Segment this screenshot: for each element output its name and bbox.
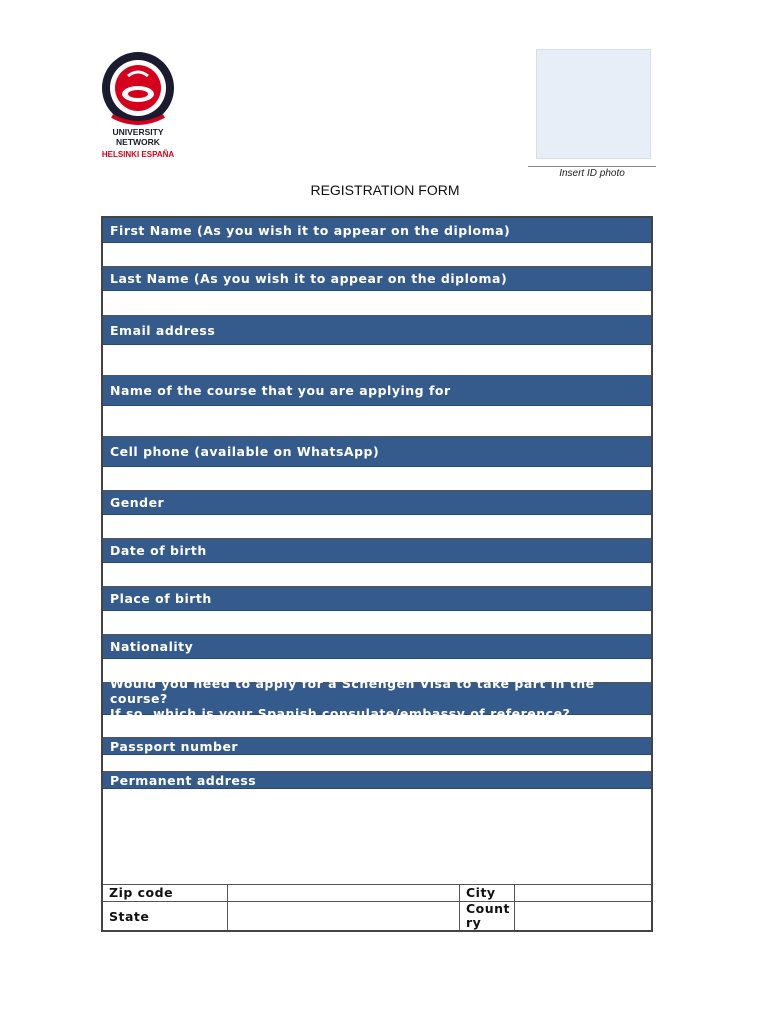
- photo-divider: [528, 166, 656, 167]
- city-field[interactable]: [515, 885, 651, 902]
- page-title: REGISTRATION FORM: [310, 182, 460, 198]
- city-label: City: [460, 885, 515, 902]
- photo-caption: Insert ID photo: [559, 168, 625, 179]
- state-country-row: [103, 902, 651, 930]
- first-name-field[interactable]: [103, 243, 651, 267]
- logo-subtitle: HELSINKI ESPAÑA: [101, 150, 175, 159]
- country-field[interactable]: [515, 902, 651, 930]
- passport-number-field[interactable]: [103, 755, 651, 772]
- permanent-address-label: Permanent address: [103, 772, 651, 789]
- university-logo: [92, 50, 192, 165]
- schengen-visa-followup: If so, which is your Spanish consulate/embassy of reference?: [110, 706, 571, 721]
- zip-city-row: [103, 885, 651, 902]
- registration-form: [101, 216, 653, 932]
- schengen-visa-question: Would you need to apply for a Schengen Visa to take part in the course?: [110, 676, 595, 706]
- place-of-birth-field[interactable]: [103, 611, 651, 635]
- state-label: State: [103, 902, 228, 930]
- logo-emblem-icon: [92, 50, 192, 130]
- place-of-birth-label: Place of birth: [103, 587, 651, 611]
- last-name-field[interactable]: [103, 291, 651, 316]
- course-label: Name of the course that you are applying for: [103, 376, 651, 406]
- passport-number-label: Passport number: [103, 738, 651, 755]
- permanent-address-field[interactable]: [103, 789, 651, 885]
- date-of-birth-label: Date of birth: [103, 539, 651, 563]
- first-name-label: First Name (As you wish it to appear on the diploma): [103, 218, 651, 243]
- logo-text: UNIVERSITY NETWORK: [112, 127, 164, 147]
- zip-code-label: Zip code: [103, 885, 228, 902]
- country-label-part1: Count: [466, 901, 511, 916]
- state-field[interactable]: [228, 902, 460, 930]
- email-label: Email address: [103, 316, 651, 345]
- date-of-birth-field[interactable]: [103, 563, 651, 587]
- country-label: [460, 902, 515, 930]
- zip-code-field[interactable]: [228, 885, 460, 902]
- cell-phone-field[interactable]: [103, 467, 651, 491]
- id-photo-placeholder[interactable]: [536, 49, 651, 159]
- schengen-visa-label: [103, 676, 651, 721]
- nationality-label: Nationality: [103, 635, 651, 659]
- gender-field[interactable]: [103, 515, 651, 539]
- course-field[interactable]: [103, 406, 651, 437]
- email-field[interactable]: [103, 345, 651, 376]
- cell-phone-label: Cell phone (available on WhatsApp): [103, 437, 651, 467]
- country-label-part2: ry: [466, 915, 482, 930]
- last-name-label: Last Name (As you wish it to appear on the diploma): [103, 267, 651, 291]
- gender-label: Gender: [103, 491, 651, 515]
